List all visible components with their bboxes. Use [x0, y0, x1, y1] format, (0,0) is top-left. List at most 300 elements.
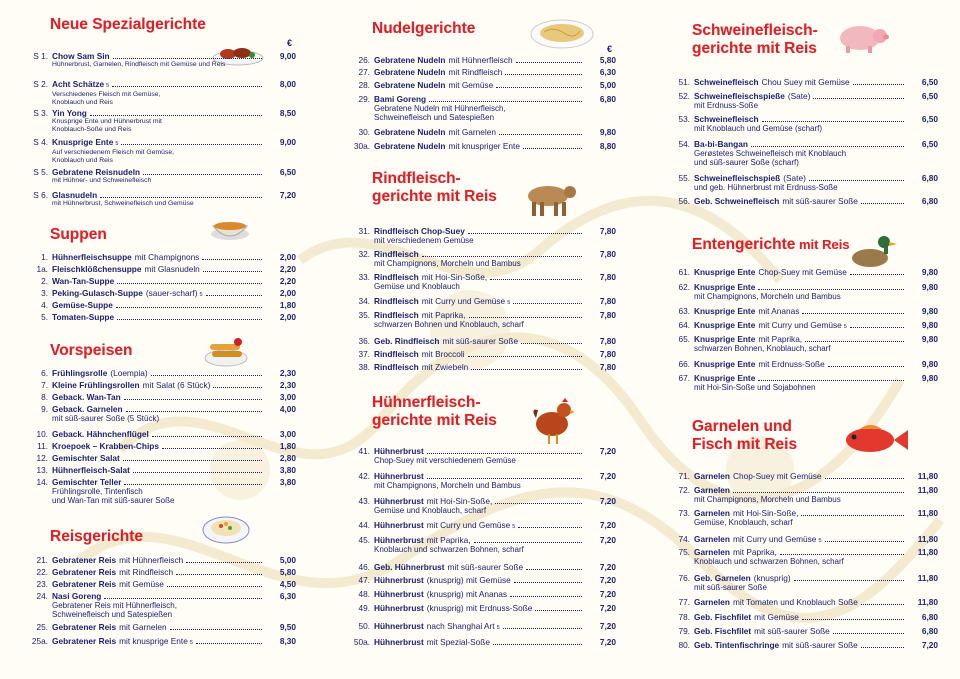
item-name: Gebratene Nudeln — [374, 141, 446, 151]
item-price: 11,80 — [917, 534, 938, 544]
item-number: 67. — [678, 373, 690, 383]
item-name: Gebratene Nudeln — [374, 67, 446, 77]
leader-dots — [801, 515, 904, 516]
leader-dots — [116, 307, 262, 308]
item-name: Wan-Tan-Suppe — [52, 276, 115, 286]
noodle-plate-icon — [530, 16, 594, 50]
item-description: mit Champignons, Morcheln und Bambus — [374, 481, 521, 491]
item-number: 10. — [36, 429, 48, 439]
item-price: 7,20 — [599, 496, 616, 506]
item-name: Gebratener Reis — [52, 555, 117, 565]
item-detail: (Sate) — [787, 91, 811, 101]
item-detail: mit Glasnudeln — [144, 264, 200, 274]
item-price: 9,80 — [921, 306, 938, 316]
item-price: 7,80 — [599, 310, 616, 320]
leader-dots — [469, 317, 582, 318]
item-price: 9,80 — [921, 267, 938, 277]
item-price: 2,00 — [279, 288, 296, 298]
item-detail: mit Curry und Gemüse — [732, 534, 817, 544]
item-description: mit Champignons, Morcheln und Bambus — [694, 292, 841, 302]
leader-dots — [176, 574, 262, 575]
item-detail: mit knusprige Ente — [119, 636, 188, 646]
item-number: 50a. — [353, 637, 370, 647]
item-price: 2,30 — [279, 380, 296, 390]
leader-dots — [468, 233, 582, 234]
item-detail: mit süß-saurer Soße — [754, 626, 830, 636]
leader-dots — [429, 101, 582, 102]
item-description-2: Knoblauch-Soße und Reis — [52, 125, 132, 133]
item-number: S 5. — [33, 167, 48, 177]
item-footnote: 5 — [115, 141, 119, 147]
item-name: Garnelen — [694, 508, 730, 518]
item-number: 6. — [41, 368, 48, 378]
item-name: Gemischter Teller — [52, 477, 122, 487]
section-title: Suppen — [50, 226, 107, 243]
item-description: mit Erdnuss-Soße — [694, 101, 759, 111]
item-price: 11,80 — [917, 597, 938, 607]
item-price: 2,20 — [279, 276, 296, 286]
item-number: 50. — [358, 621, 370, 631]
leader-dots — [126, 411, 262, 412]
item-description-2: und Wan-Tan mit süß-saurer Soße — [52, 496, 175, 506]
item-number: 49. — [358, 603, 370, 613]
leader-dots — [123, 460, 262, 461]
item-detail: mit Zwiebeln — [421, 362, 469, 372]
leader-dots — [733, 492, 904, 493]
item-price: 3,80 — [279, 465, 296, 475]
item-number: 14. — [36, 477, 48, 487]
item-detail: (Loempia) — [110, 368, 148, 378]
item-name: Geb. Fischfilet — [694, 612, 752, 622]
item-detail: mit Hühnerfleisch — [119, 555, 184, 565]
item-detail: Chop-Suey mit Gemüse — [758, 267, 847, 277]
item-detail: mit Gemüse — [754, 612, 799, 622]
leader-dots — [518, 527, 582, 528]
item-price: 3,80 — [279, 477, 296, 487]
item-number: 1. — [41, 252, 48, 262]
leader-dots — [490, 279, 582, 280]
item-price: 2,00 — [279, 312, 296, 322]
item-number: 11. — [37, 441, 48, 451]
leader-dots — [805, 341, 904, 342]
item-name: Knusprige Ente — [694, 282, 756, 292]
leader-dots — [495, 503, 582, 504]
item-description: Gemüse, Knoblauch, scharf — [694, 518, 793, 528]
item-name: Hühnerbrust — [374, 575, 424, 585]
item-name: Gebratene Nudeln — [374, 127, 446, 137]
item-name: Garnelen — [694, 597, 730, 607]
item-detail: mit süß-saurer Soße — [447, 562, 524, 572]
item-description: mit Hoi-Sin-Soße und Sojabohnen — [694, 383, 816, 393]
leader-dots — [861, 604, 904, 605]
pig-icon — [834, 20, 890, 54]
item-detail: mit Rindfleisch — [448, 67, 503, 77]
item-detail: mit Hühnerfleisch — [448, 55, 513, 65]
item-number: 32. — [358, 249, 370, 259]
item-name: Rindfleisch Chop-Suey — [374, 226, 465, 236]
item-price: 7,80 — [599, 226, 616, 236]
item-name: Hühnerbrust — [374, 621, 424, 631]
item-number: 46. — [358, 562, 370, 572]
item-description: Gemüse und Knoblauch — [374, 282, 460, 292]
item-price: 7,80 — [599, 249, 616, 259]
item-number: 76. — [678, 573, 690, 583]
item-name: Frühlingsrolle — [52, 368, 108, 378]
rice-plate-icon — [202, 512, 250, 546]
leader-dots — [113, 58, 262, 59]
item-price: 9,50 — [279, 622, 296, 632]
item-description: mit Knoblauch und Gemüse (scharf) — [694, 124, 823, 134]
leader-dots — [493, 644, 582, 645]
item-description: Auf verschiedenem Fleisch mit Gemüse, — [52, 149, 175, 157]
item-price: 7,80 — [599, 349, 616, 359]
spring-rolls-icon — [204, 334, 248, 368]
item-price: 9,80 — [921, 320, 938, 330]
item-name: Schweinefleischspieß — [694, 173, 781, 183]
item-name: Chow Sam Sin — [52, 51, 110, 61]
item-number: 78. — [678, 612, 690, 622]
item-price: 7,20 — [599, 520, 616, 530]
item-description: Gebratener Reis mit Hühnerfleisch, — [52, 601, 177, 611]
item-name: Kleine Frühlingsrollen — [52, 380, 140, 390]
item-description-2: und süß-saurer Soße (scharf) — [694, 158, 799, 168]
item-detail: (sauer-scharf) — [145, 288, 198, 298]
item-number: 72. — [678, 485, 690, 495]
item-detail: mit Spezial-Soße — [426, 637, 490, 647]
item-price: 3,00 — [279, 429, 296, 439]
item-name: Nasi Goreng — [52, 591, 102, 601]
leader-dots — [468, 356, 582, 357]
item-price: 7,80 — [599, 272, 616, 282]
leader-dots — [861, 647, 904, 648]
item-number: 64. — [678, 320, 690, 330]
item-description: mit süß-saurer Soße — [694, 583, 767, 593]
item-name: Garnelen — [694, 547, 730, 557]
item-price: 11,80 — [917, 573, 938, 583]
item-price: 1,80 — [279, 300, 296, 310]
item-name: Knusprige Ente — [694, 320, 756, 330]
currency-header: € — [286, 38, 292, 48]
item-number: S 3. — [33, 108, 48, 118]
item-price: 6,30 — [279, 591, 296, 601]
item-name: Hühnerbrust — [374, 603, 424, 613]
item-price: 7,20 — [599, 471, 616, 481]
item-name: Geback. Garnelen — [52, 404, 123, 414]
item-price: 4,00 — [279, 404, 296, 414]
item-name: Bami Goreng — [374, 94, 427, 104]
item-detail: mit süß-saurer Soße — [782, 640, 858, 650]
item-number: 79. — [678, 626, 690, 636]
item-name: Hühnerbrust — [374, 520, 424, 530]
leader-dots — [762, 121, 904, 122]
leader-dots — [825, 541, 905, 542]
item-name: Gebratener Reis — [52, 567, 117, 577]
leader-dots — [802, 619, 904, 620]
item-number: S 6. — [33, 190, 48, 200]
item-name: Gebratener Reis — [52, 622, 117, 632]
item-number: 45. — [358, 535, 370, 545]
leader-dots — [503, 628, 582, 629]
item-name: Knusprige Ente — [694, 373, 756, 383]
item-detail: mit Gemüse — [119, 579, 164, 589]
item-name: Geb. Schweinefleisch — [694, 196, 780, 206]
leader-dots — [828, 366, 904, 367]
item-number: 25. — [36, 622, 48, 632]
item-description-2: Schweinefleisch und Satespießen — [374, 113, 495, 123]
item-number: 41. — [358, 446, 370, 456]
item-price: 7,80 — [599, 296, 616, 306]
item-name: Garnelen — [694, 471, 730, 481]
item-price: 7,20 — [599, 562, 616, 572]
item-number: 5. — [41, 312, 48, 322]
item-price: 8,00 — [279, 79, 296, 89]
item-number: 36. — [358, 336, 370, 346]
item-price: 5,00 — [279, 555, 296, 565]
item-name: Rindfleisch — [374, 296, 419, 306]
item-description: mit verschiedenem Gemüse — [374, 236, 474, 246]
leader-dots — [213, 387, 262, 388]
item-detail: mit Curry und Gemüse — [426, 520, 511, 530]
cow-icon — [518, 176, 578, 220]
item-name: Knusprige Ente — [694, 306, 756, 316]
fish-icon — [840, 420, 910, 460]
item-name: Hühnerfleisch-Salat — [52, 465, 130, 475]
item-name: Hühnerbrust — [374, 471, 424, 481]
item-number: 75. — [678, 547, 690, 557]
item-price: 2,80 — [279, 453, 296, 463]
item-detail: (knusprig) mit Ananas — [426, 589, 508, 599]
item-price: 7,20 — [599, 535, 616, 545]
section-title: Nudelgerichte — [372, 20, 476, 37]
item-description: mit Champignons, Morcheln und Bambus — [374, 259, 521, 269]
item-name: Acht Schätze — [52, 79, 105, 89]
item-price: 6,30 — [599, 67, 616, 77]
item-name: Gebratene Nudeln — [374, 55, 446, 65]
leader-dots — [471, 369, 582, 370]
item-price: 9,80 — [921, 334, 938, 344]
item-price: 8,30 — [279, 636, 296, 646]
item-name: Knusprige Ente — [694, 359, 756, 369]
item-number: 62. — [678, 282, 690, 292]
leader-dots — [112, 86, 262, 87]
item-number: 24. — [36, 591, 48, 601]
leader-dots — [167, 586, 262, 587]
item-number: 33. — [358, 272, 370, 282]
item-number: 12. — [36, 453, 48, 463]
leader-dots — [850, 327, 904, 328]
item-detail: (knusprig) — [753, 573, 791, 583]
section-title: Neue Spezialgerichte — [50, 16, 206, 33]
leader-dots — [143, 174, 262, 175]
item-detail: Chop-Suey mit Gemüse — [732, 471, 822, 481]
leader-dots — [809, 180, 904, 181]
item-number: S 1. — [33, 51, 48, 61]
item-number: 65. — [678, 334, 690, 344]
leader-dots — [186, 562, 262, 563]
item-detail: mit Curry und Gemüse — [421, 296, 506, 306]
item-name: Hühnerbrust — [374, 637, 424, 647]
item-detail: mit Garnelen — [119, 622, 167, 632]
item-price: 7,20 — [599, 637, 616, 647]
item-detail: mit Paprika, — [732, 547, 777, 557]
item-number: 29. — [358, 94, 370, 104]
item-price: 2,30 — [279, 368, 296, 378]
leader-dots — [825, 478, 904, 479]
item-name: Gebratener Reis — [52, 636, 117, 646]
section-title: Garnelen und Fisch mit Reis — [692, 418, 798, 453]
leader-dots — [833, 633, 904, 634]
item-name: Rindfleisch — [374, 362, 419, 372]
item-description: Chop-Suey mit verschiedenem Gemüse — [374, 456, 516, 466]
item-price: 7,20 — [921, 640, 938, 650]
item-price: 6,80 — [921, 173, 938, 183]
item-name: Peking-Gulasch-Suppe — [52, 288, 143, 298]
item-number: 31. — [358, 226, 370, 236]
item-detail: mit Champignons — [134, 252, 200, 262]
item-detail: nach Shanghai Art — [426, 621, 495, 631]
leader-dots — [521, 343, 582, 344]
duck-icon — [848, 230, 898, 270]
item-detail: mit Tomaten und Knoblauch Soße — [732, 597, 858, 607]
item-description: mit süß-saurer Soße (5 Stück) — [52, 414, 160, 424]
leader-dots — [780, 554, 904, 555]
leader-dots — [813, 98, 904, 99]
item-detail: mit Rindfleisch — [119, 567, 174, 577]
item-description: schwarzen Bohnen und Knoblauch, scharf — [374, 320, 524, 330]
item-number: 53. — [678, 114, 690, 124]
leader-dots — [117, 283, 262, 284]
item-price: 7,20 — [599, 603, 616, 613]
item-price: 7,80 — [599, 336, 616, 346]
leader-dots — [151, 375, 262, 376]
leader-dots — [802, 313, 904, 314]
item-name: Schweinefleisch — [694, 77, 759, 87]
item-number: 37. — [358, 349, 370, 359]
soup-bowl-icon — [210, 214, 250, 242]
item-detail: mit süß-saurer Soße — [442, 336, 519, 346]
item-price: 5,80 — [279, 567, 296, 577]
item-number: 80. — [678, 640, 690, 650]
leader-dots — [121, 144, 262, 145]
section-title: Reisgerichte — [50, 528, 144, 545]
item-description: Frühlingsrolle, Tintenfisch — [52, 487, 143, 497]
item-description: Knoblauch und schwarzen Bohnen, scharf — [374, 545, 524, 555]
item-name: Geb. Garnelen — [694, 573, 751, 583]
item-footnote: 5 — [512, 524, 516, 530]
leader-dots — [751, 146, 904, 147]
item-name: Rindfleisch — [374, 349, 419, 359]
item-number: 73. — [678, 508, 690, 518]
item-detail: mit Paprika, — [421, 310, 466, 320]
item-price: 9,00 — [279, 51, 296, 61]
item-description-2: Knoblauch und Reis — [52, 156, 113, 164]
item-description: Gebratene Nudeln mit Hühnerfleisch, — [374, 104, 506, 114]
item-price: 9,80 — [921, 359, 938, 369]
item-price: 9,80 — [921, 373, 938, 383]
leader-dots — [100, 197, 262, 198]
item-number: 55. — [678, 173, 690, 183]
item-price: 7,20 — [599, 446, 616, 456]
leader-dots — [124, 399, 262, 400]
leader-dots — [794, 580, 904, 581]
item-name: Tomaten-Suppe — [52, 312, 115, 322]
item-name: Garnelen — [694, 485, 730, 495]
item-price: 2,20 — [279, 264, 296, 274]
leader-dots — [206, 295, 262, 296]
item-name: Geb. Hühnerbrust — [374, 562, 445, 572]
item-number: 56. — [678, 196, 690, 206]
item-name: Rindfleisch — [374, 310, 419, 320]
item-name: Hühnerfleischsuppe — [52, 252, 132, 262]
item-detail: mit Erdnuss-Soße — [758, 359, 825, 369]
leader-dots — [422, 256, 582, 257]
item-number: 71. — [678, 471, 690, 481]
item-price: 1,80 — [279, 441, 296, 451]
item-price: 9,00 — [279, 137, 296, 147]
item-footnote: 5 — [818, 538, 822, 544]
item-number: 27. — [358, 67, 370, 77]
item-name: Knusprige Ente — [694, 267, 756, 277]
item-detail: mit Gemüse — [448, 80, 494, 90]
item-number: 28. — [358, 80, 370, 90]
item-detail: mit Ananas — [758, 306, 800, 316]
leader-dots — [90, 115, 262, 116]
item-name: Knusprige Ente — [694, 334, 756, 344]
item-price: 7,20 — [279, 190, 296, 200]
section-title: Entengerichte mit Reis — [692, 236, 850, 253]
leader-dots — [535, 610, 582, 611]
item-footnote: 5 — [106, 83, 110, 89]
item-number: S 4. — [33, 137, 48, 147]
item-price: 3,00 — [279, 392, 296, 402]
item-name: Hühnerbrust — [374, 589, 424, 599]
item-number: 13. — [36, 465, 48, 475]
section-title: Rindfleisch- gerichte mit Reis — [372, 170, 497, 205]
item-price: 6,50 — [921, 114, 938, 124]
item-price: 8,80 — [599, 141, 616, 151]
item-name: Fleischklößchensuppe — [52, 264, 142, 274]
item-description-2: Knoblauch und Reis — [52, 98, 113, 106]
leader-dots — [203, 271, 262, 272]
item-name: Geback. Wan-Tan — [52, 392, 121, 402]
item-price: 7,20 — [599, 575, 616, 585]
leader-dots — [758, 380, 904, 381]
item-number: 3. — [41, 288, 48, 298]
item-name: Gemischter Salat — [52, 453, 120, 463]
item-number: 25a. — [31, 636, 48, 646]
item-detail: (knusprig) mit Gemüse — [426, 575, 511, 585]
item-price: 9,80 — [599, 127, 616, 137]
item-description: Verschiedenes Fleisch mit Gemüse, — [52, 91, 161, 99]
leader-dots — [117, 319, 262, 320]
item-number: S 2. — [33, 79, 48, 89]
leader-dots — [474, 542, 582, 543]
item-price: 11,80 — [917, 471, 938, 481]
item-footnote: 5 — [199, 292, 203, 298]
leader-dots — [523, 148, 582, 149]
item-price: 11,80 — [917, 547, 938, 557]
item-name: Hühnerbrust — [374, 496, 424, 506]
leader-dots — [196, 643, 262, 644]
leader-dots — [758, 289, 904, 290]
item-detail: mit Paprika, — [758, 334, 803, 344]
item-name: Schweinefleischspieße — [694, 91, 785, 101]
leader-dots — [516, 62, 582, 63]
item-price: 5,00 — [599, 80, 616, 90]
item-number: 48. — [358, 589, 370, 599]
item-number: 74. — [678, 534, 690, 544]
item-number: 2. — [41, 276, 48, 286]
